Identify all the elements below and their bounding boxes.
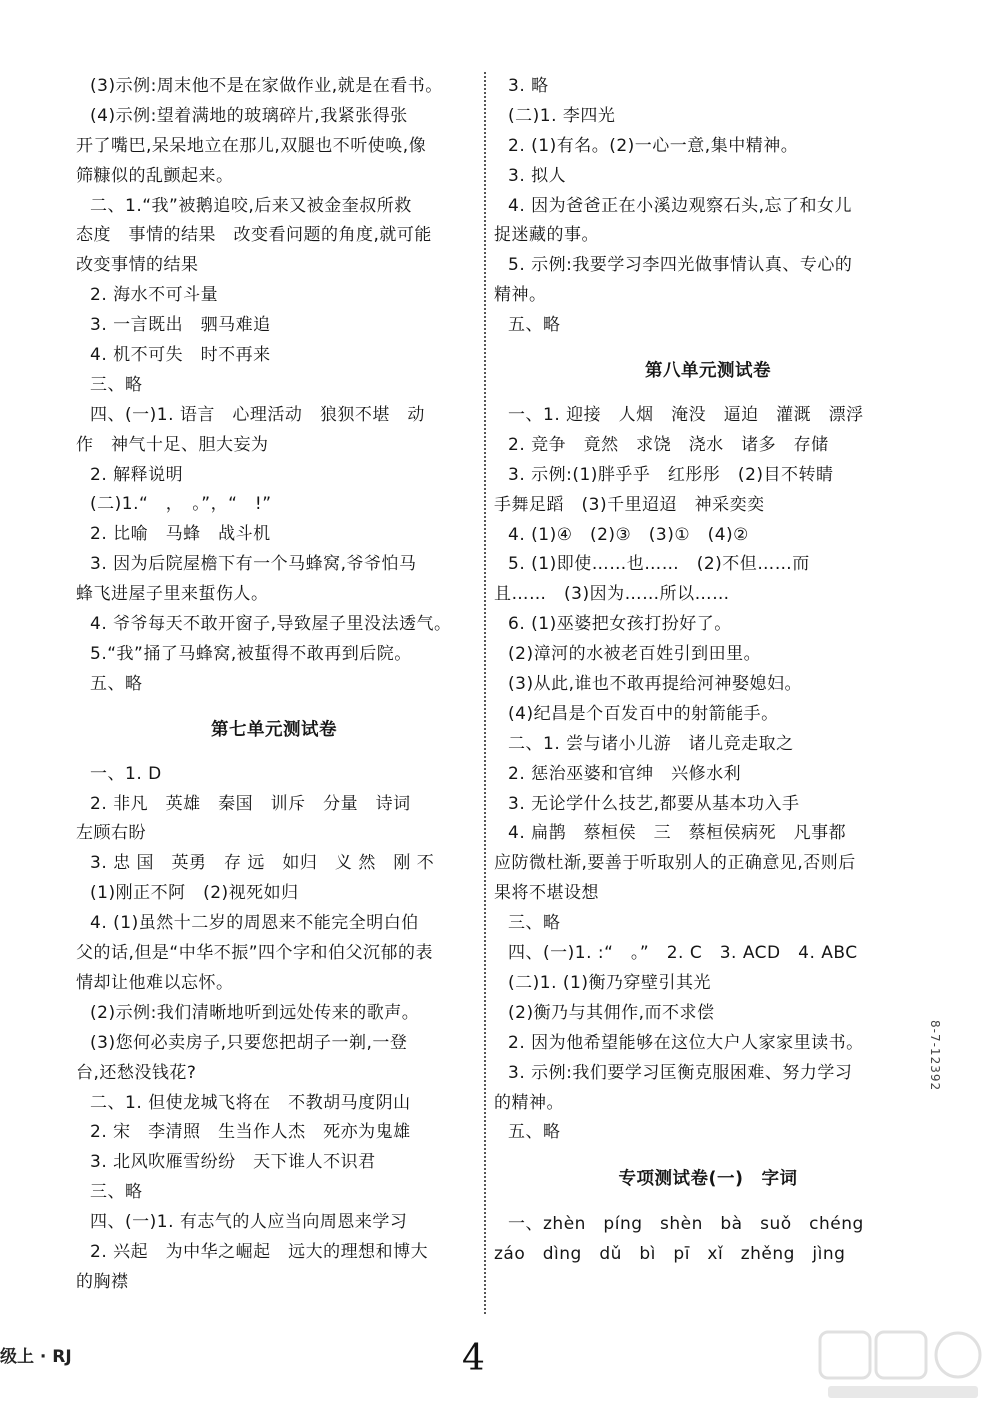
answer-line: 左顾右盼 [76,823,146,844]
answer-line: 三、略 [90,374,143,395]
answer-line: 捉迷藏的事。 [494,225,599,246]
answer-line: (二)1. (1)衡乃穿壁引其光 [508,972,711,993]
section-heading: 专项测试卷(一) 字词 [618,1169,798,1190]
answer-line: 四、(一)1. :“ 。” 2. C 3. ACD 4. ABC [508,943,858,964]
pinyin-line: záo dìng dǔ bì pī xǐ zhěng jìng [494,1244,846,1265]
answer-line: 2. 因为他希望能够在这位大户人家家里读书。 [508,1032,864,1053]
answer-line: 四、(一)1. 有志气的人应当向周恩来学习 [90,1212,408,1233]
answer-line: 2. 惩治巫婆和官绅 兴修水利 [508,763,742,784]
answer-line: 精神。 [494,285,547,306]
answer-line: 2. 解释说明 [90,464,184,485]
answer-line: 五、略 [508,315,561,336]
answer-line: 作 神气十足、胆大妄为 [76,434,269,455]
answer-line: (2)衡乃与其佣作,而不求偿 [508,1002,715,1023]
page-number: 4 [462,1338,485,1379]
answer-line: 5.“我”捅了马蜂窝,被蜇得不敢再到后院。 [90,643,412,664]
answer-line: 三、略 [90,1182,143,1203]
side-code: 8-7-12392 [928,1020,942,1092]
answer-line: (3)您何必卖房子,只要您把胡子一剃,一登 [90,1032,408,1053]
answer-line: 2. 兴起 为中华之崛起 远大的理想和博大 [90,1241,429,1262]
answer-line: 3. 示例:(1)胖乎乎 红彤彤 (2)目不转睛 [508,464,834,485]
answer-line: (二)1.“ ， 。”，“ !” [90,494,272,515]
answer-line: 五、略 [90,673,143,694]
answer-line: 3. 北风吹雁雪纷纷 天下谁人不识君 [90,1152,376,1173]
answer-line: 情却让他难以忘怀。 [76,972,234,993]
answer-line: 的精神。 [494,1092,564,1113]
answer-line: (4)示例:望着满地的玻璃碎片,我紧张得张 [90,105,408,126]
answer-line: 2. 比喻 马蜂 战斗机 [90,524,271,545]
answer-line: 3. 拟人 [508,165,567,186]
answer-line: (3)从此,谁也不敢再提给河神娶媳妇。 [508,674,802,695]
answer-line: 筛糠似的乱颤起来。 [76,165,234,186]
answer-line: 3. 示例:我们要学习匡衡克服困难、努力学习 [508,1062,853,1083]
answer-line: 5. (1)即使……也…… (2)不但……而 [508,554,810,575]
section-heading: 第八单元测试卷 [645,361,771,382]
answer-line: 五、略 [508,1122,561,1143]
right-column [494,72,922,1270]
answer-line: 2. (1)有名。(2)一心一意,集中精神。 [508,135,799,156]
answer-line: 一、1. 迎接 人烟 淹没 逼迫 灌溉 漂浮 [508,405,864,426]
answer-line: 5. 示例:我要学习李四光做事情认真、专心的 [508,255,853,276]
answer-line: 的胸襟 [76,1271,129,1292]
answer-line: 4. 因为爸爸正在小溪边观察石头,忘了和女儿 [508,195,853,216]
answer-line: 且…… (3)因为……所以…… [494,584,730,605]
answer-line: (3)示例:周末他不是在家做作业,就是在看书。 [90,76,443,96]
answer-line: (4)纪昌是个百发百中的射箭能手。 [508,703,779,724]
answer-line: 3. 无论学什么技艺,都要从基本功入手 [508,793,800,814]
answer-line: 4. 机不可失 时不再来 [90,345,271,366]
answer-line: (2)漳河的水被老百姓引到田里。 [508,644,762,665]
answer-line: 二、1. 但使龙城飞将在 不教胡马度阴山 [90,1092,411,1113]
left-column [76,72,472,1298]
answer-line: 2. 海水不可斗量 [90,285,219,306]
answer-line: (2)示例:我们清晰地听到远处传来的歌声。 [90,1002,420,1023]
pinyin-line: 一、zhèn píng shèn bà suǒ chéng [508,1214,864,1235]
answer-line: 3. 忠 国 英勇 存 远 如归 义 然 刚 不 [90,853,435,874]
footer-grade-label: 级上 · RJ [0,1347,72,1367]
answer-line: 3. 略 [508,76,549,96]
answer-line: 二、1.“我”被鹅追咬,后来又被金奎叔所救 [90,195,412,216]
answer-line: 4. (1)④ (2)③ (3)① (4)② [508,524,749,545]
answer-line: 一、1. D [90,763,162,784]
answer-line: 2. 非凡 英雄 秦国 训斥 分量 诗词 [90,793,411,814]
answer-line: 蜂飞进屋子里来蜇伤人。 [76,584,269,605]
answer-line: 父的话,但是“中华不振”四个字和伯父沉郁的表 [76,943,434,964]
answer-line: 态度 事情的结果 改变看问题的角度,就可能 [76,225,432,246]
answer-line: 开了嘴巴,呆呆地立在那儿,双腿也不听使唤,像 [76,135,427,156]
answer-line: 改变事情的结果 [76,255,199,276]
answer-line: 3. 一言既出 驷马难追 [90,315,271,336]
answer-line: 果将不堪设想 [494,883,599,904]
answer-line: 应防微杜渐,要善于听取别人的正确意见,否则后 [494,853,856,874]
answer-line: 3. 因为后院屋檐下有一个马蜂窝,爷爷怕马 [90,554,417,575]
section-heading: 第七单元测试卷 [211,719,337,740]
answer-line: 4. (1)虽然十二岁的周恩来不能完全明白伯 [90,913,419,934]
answer-line: 四、(一)1. 语言 心理活动 狼狈不堪 动 [90,404,425,425]
answer-line: 4. 爷爷每天不敢开窗子,导致屋子里没法透气。 [90,614,452,635]
answer-line: 4. 扁鹊 蔡桓侯 三 蔡桓侯病死 凡事都 [508,823,847,844]
answer-line: 三、略 [508,913,561,934]
answer-line: 2. 竞争 竟然 求饶 浇水 诸多 存储 [508,434,829,455]
answer-line: 6. (1)巫婆把女孩打扮好了。 [508,614,732,635]
column-divider [484,72,486,1314]
answer-line: 台,还愁没钱花? [76,1062,197,1083]
watermark-logo [818,1330,990,1402]
answer-line: 手舞足蹈 (3)千里迢迢 神采奕奕 [494,494,765,515]
answer-line: (二)1. 李四光 [508,105,616,126]
answer-line: 二、1. 尝与诸小儿游 诸儿竞走取之 [508,733,794,754]
answer-line: 2. 宋 李清照 生当作人杰 死亦为鬼雄 [90,1122,411,1143]
answer-line: (1)刚正不阿 (2)视死如归 [90,883,299,904]
